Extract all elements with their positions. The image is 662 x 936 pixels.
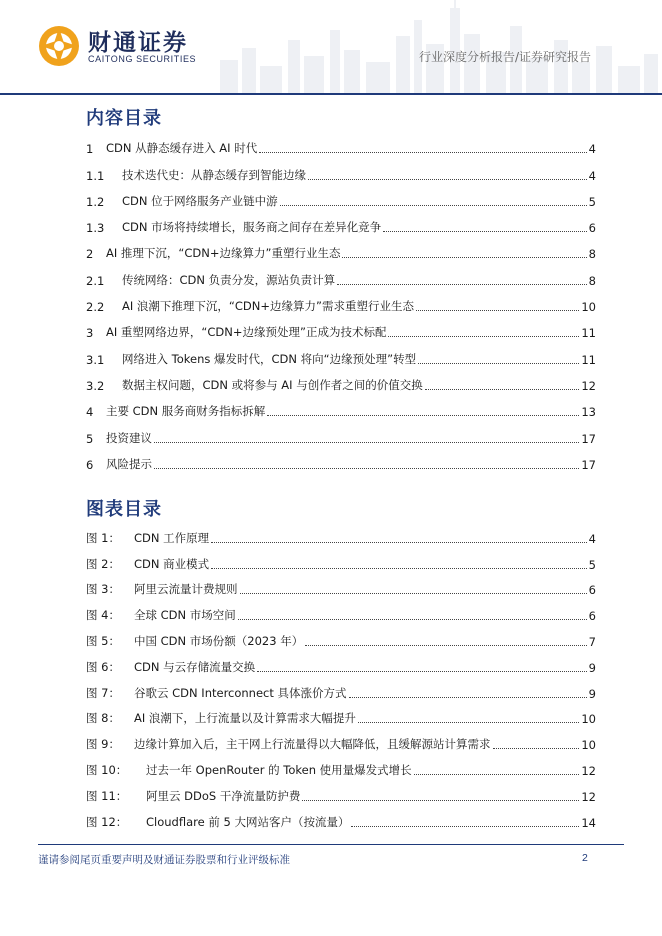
toc-text: 传统网络：CDN 负责分发，源站负责计算 xyxy=(122,272,336,287)
toc-page: 12 xyxy=(581,378,596,393)
figure-item[interactable] xyxy=(86,701,596,727)
leader-dots xyxy=(259,152,586,153)
leader-dots xyxy=(416,310,579,311)
leader-dots xyxy=(154,468,579,469)
toc-item[interactable] xyxy=(86,183,596,209)
figure-number: 图 11： xyxy=(86,788,128,803)
toc-text: 数据主权问题，CDN 或将参与 AI 与创作者之间的价值交换 xyxy=(122,377,423,392)
toc-number: 1.1 xyxy=(86,168,105,183)
toc-number: 2.1 xyxy=(86,273,105,288)
brand-name-en: CAITONG SECURITIES xyxy=(88,54,197,64)
page-number: 2 xyxy=(582,852,588,864)
leader-dots xyxy=(211,542,587,543)
figure-page: 9 xyxy=(588,686,596,701)
figure-text: 过去一年 OpenRouter 的 Token 使用量爆发式增长 xyxy=(146,762,412,777)
figure-text: 谷歌云 CDN Interconnect 具体涨价方式 xyxy=(134,685,347,700)
figure-page: 6 xyxy=(588,583,596,598)
leader-dots xyxy=(349,697,587,698)
figure-item[interactable] xyxy=(86,675,596,701)
figure-number: 图 2： xyxy=(86,556,120,571)
figure-item[interactable] xyxy=(86,649,596,675)
leader-dots xyxy=(257,671,587,672)
figure-text: CDN 与云存储流量交换 xyxy=(134,659,256,674)
figure-text: 阿里云 DDoS 干净流量防护费 xyxy=(146,788,301,803)
contents-title: 内容目录 xyxy=(86,108,162,129)
toc-item[interactable] xyxy=(86,446,596,472)
toc-number: 6 xyxy=(86,457,94,472)
figure-item[interactable] xyxy=(86,572,596,598)
footer-disclaimer[interactable]: 谨请参阅尾页重要声明及财通证券股票和行业评级标准 xyxy=(38,854,290,866)
toc-item[interactable] xyxy=(86,340,596,366)
figure-page: 12 xyxy=(581,789,596,804)
leader-dots xyxy=(425,389,580,390)
toc-page: 10 xyxy=(581,300,596,315)
leader-dots xyxy=(418,363,579,364)
toc-number: 3.2 xyxy=(86,378,105,393)
toc-number: 1.2 xyxy=(86,194,105,209)
leader-dots xyxy=(305,645,586,646)
toc-text: CDN 从静态缓存进入 AI 时代 xyxy=(106,141,258,156)
figure-number: 图 8： xyxy=(86,711,120,726)
leader-dots xyxy=(240,593,587,594)
figure-text: Cloudflare 前 5 大网站客户（按流量） xyxy=(146,814,350,829)
toc-item[interactable] xyxy=(86,314,596,340)
figure-number: 图 9： xyxy=(86,737,120,752)
toc-page: 6 xyxy=(588,221,596,236)
toc-text: 风险提示 xyxy=(106,456,152,471)
figure-text: 中国 CDN 市场份额（2023 年） xyxy=(134,633,304,648)
leader-dots xyxy=(383,231,587,232)
toc-page: 17 xyxy=(581,457,596,472)
toc-item[interactable] xyxy=(86,288,596,314)
leader-dots xyxy=(308,179,587,180)
figure-item[interactable] xyxy=(86,778,596,804)
figure-number: 图 1： xyxy=(86,530,120,545)
toc-text: 网络进入 Tokens 爆发时代，CDN 将向“边缘预处理”转型 xyxy=(122,351,417,366)
figure-text: AI 浪潮下，上行流量以及计算需求大幅提升 xyxy=(134,711,356,726)
figure-number: 图 10： xyxy=(86,762,128,777)
figure-item[interactable] xyxy=(86,520,596,546)
toc-item[interactable] xyxy=(86,393,596,419)
toc-text: AI 推理下沉，“CDN+边缘算力”重塑行业生态 xyxy=(106,246,341,261)
figure-item[interactable] xyxy=(86,752,596,778)
figure-item[interactable] xyxy=(86,623,596,649)
figure-text: CDN 商业模式 xyxy=(134,556,210,571)
toc-text: AI 浪潮下推理下沉，“CDN+边缘算力”需求重塑行业生态 xyxy=(122,299,414,314)
leader-dots xyxy=(351,826,579,827)
figure-number: 图 12： xyxy=(86,814,128,829)
toc-text: CDN 市场将持续增长，服务商之间存在差异化竞争 xyxy=(122,220,382,235)
leader-dots xyxy=(337,284,587,285)
brand-name-cn: 财通证券 xyxy=(88,30,188,56)
toc-number: 5 xyxy=(86,431,94,446)
contents-list xyxy=(86,130,596,472)
footer-divider xyxy=(38,844,624,845)
leader-dots xyxy=(267,415,579,416)
report-type: 行业深度分析报告/证券研究报告 xyxy=(418,50,591,64)
toc-text: 技术迭代史：从静态缓存到智能边缘 xyxy=(122,167,306,182)
header-divider xyxy=(0,93,662,95)
figure-page: 6 xyxy=(588,609,596,624)
toc-item[interactable] xyxy=(86,209,596,235)
toc-number: 2 xyxy=(86,247,94,262)
figure-number: 图 5： xyxy=(86,633,120,648)
page-header xyxy=(0,0,662,96)
figure-number: 图 3： xyxy=(86,582,120,597)
leader-dots xyxy=(302,800,579,801)
toc-page: 8 xyxy=(588,273,596,288)
figure-page: 7 xyxy=(588,634,596,649)
toc-page: 17 xyxy=(581,431,596,446)
leader-dots xyxy=(280,205,587,206)
leader-dots xyxy=(358,722,579,723)
leader-dots xyxy=(154,442,579,443)
toc-item[interactable] xyxy=(86,367,596,393)
figure-page: 5 xyxy=(588,557,596,572)
figures-title: 图表目录 xyxy=(86,499,162,520)
figure-text: 阿里云流量计费规则 xyxy=(134,582,238,597)
toc-number: 3 xyxy=(86,326,94,341)
toc-text: 投资建议 xyxy=(106,430,152,445)
leader-dots xyxy=(342,257,586,258)
toc-page: 4 xyxy=(588,142,596,157)
toc-number: 2.2 xyxy=(86,300,105,315)
leader-dots xyxy=(211,568,587,569)
toc-item[interactable] xyxy=(86,156,596,182)
toc-page: 13 xyxy=(581,405,596,420)
figure-item[interactable] xyxy=(86,804,596,830)
toc-page: 4 xyxy=(588,168,596,183)
figure-number: 图 4： xyxy=(86,608,120,623)
figure-page: 12 xyxy=(581,763,596,778)
figure-page: 10 xyxy=(581,738,596,753)
leader-dots xyxy=(493,748,580,749)
toc-text: 主要 CDN 服务商财务指标拆解 xyxy=(106,404,266,419)
figure-page: 4 xyxy=(588,531,596,546)
figure-page: 10 xyxy=(581,712,596,727)
figure-number: 图 6： xyxy=(86,659,120,674)
toc-page: 11 xyxy=(581,352,596,367)
figure-item[interactable] xyxy=(86,726,596,752)
figures-list xyxy=(86,520,596,830)
leader-dots xyxy=(414,774,580,775)
toc-number: 1.3 xyxy=(86,221,105,236)
leader-dots xyxy=(388,336,579,337)
toc-page: 5 xyxy=(588,194,596,209)
toc-item[interactable] xyxy=(86,261,596,287)
city-skyline-watermark xyxy=(200,0,662,94)
toc-item[interactable] xyxy=(86,419,596,445)
toc-page: 8 xyxy=(588,247,596,262)
toc-item[interactable] xyxy=(86,130,596,156)
toc-text: AI 重塑网络边界，“CDN+边缘预处理”正成为技术标配 xyxy=(106,325,387,340)
figure-item[interactable] xyxy=(86,546,596,572)
toc-number: 1 xyxy=(86,142,94,157)
figure-text: CDN 工作原理 xyxy=(134,530,210,545)
leader-dots xyxy=(238,619,587,620)
toc-number: 4 xyxy=(86,405,94,420)
figure-text: 边缘计算加入后，主干网上行流量得以大幅降低，且缓解源站计算需求 xyxy=(134,737,491,752)
toc-number: 3.1 xyxy=(86,352,105,367)
figure-page: 9 xyxy=(588,660,596,675)
figure-item[interactable] xyxy=(86,597,596,623)
toc-item[interactable] xyxy=(86,235,596,261)
figure-page: 14 xyxy=(581,815,596,830)
figure-number: 图 7： xyxy=(86,685,120,700)
caitong-logo-icon xyxy=(37,24,81,68)
toc-page: 11 xyxy=(581,326,596,341)
toc-text: CDN 位于网络服务产业链中游 xyxy=(122,193,278,208)
figure-text: 全球 CDN 市场空间 xyxy=(134,608,236,623)
